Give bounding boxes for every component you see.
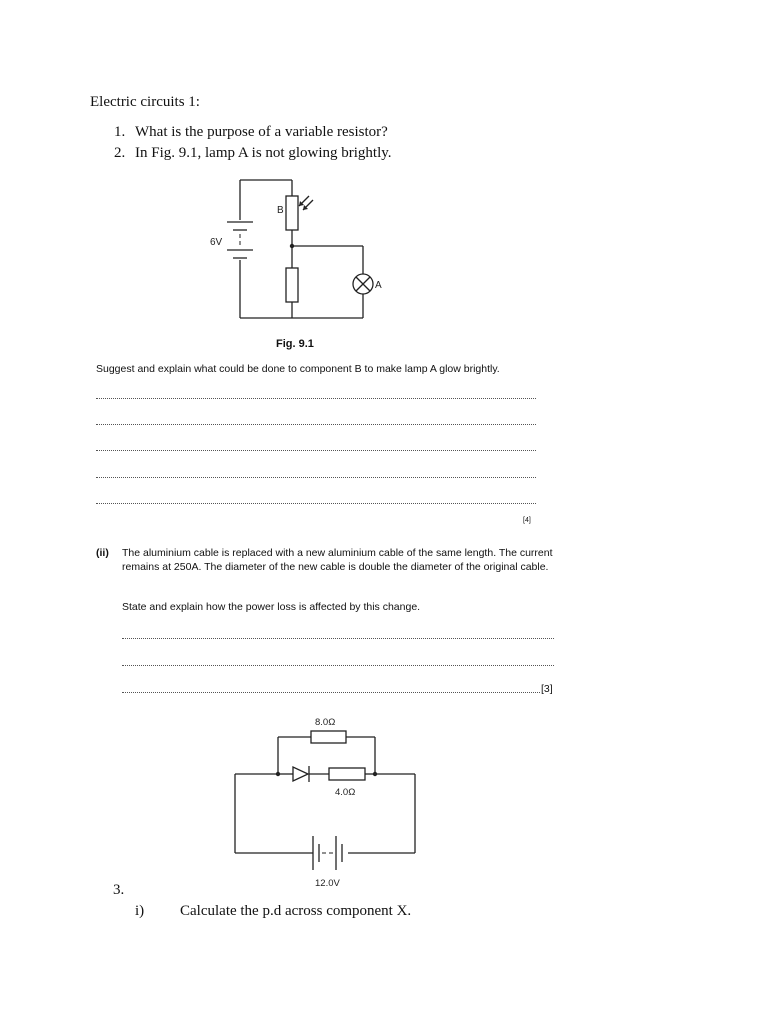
answer-line — [122, 665, 554, 666]
question-2-text: In Fig. 9.1, lamp A is not glowing brightly. — [135, 145, 392, 161]
question-3-sub-text: Calculate the p.d across component X. — [180, 903, 412, 919]
answer-line — [122, 638, 554, 639]
label-resistor-middle: 4.0Ω — [335, 787, 356, 798]
label-lamp-a: A — [375, 280, 382, 291]
question-3-sub-label: i) — [135, 903, 145, 919]
answer-line — [96, 477, 536, 478]
figure-caption: Fig. 9.1 — [276, 338, 314, 350]
page-title: Electric circuits 1: — [90, 94, 200, 110]
question-1-number: 1. — [114, 124, 126, 140]
label-component-b: B — [277, 205, 284, 216]
label-battery-voltage: 12.0V — [315, 878, 340, 889]
part-ii-prompt: State and explain how the power loss is affected by this change. — [122, 601, 421, 613]
part-ii-text: The aluminium cable is replaced with a new aluminium cable of the same length. The current remains at 250A. The diameter of the new cable is double the diameter of the original cable. — [122, 547, 553, 573]
answer-line — [96, 450, 536, 451]
answer-line — [96, 503, 536, 504]
answer-line — [122, 692, 540, 693]
suggest-prompt: Suggest and explain what could be done to component B to make lamp A glow brightly. — [96, 363, 500, 375]
circuit-diagram-fig-9-1 — [195, 172, 395, 332]
question-3-number: 3. — [113, 882, 125, 898]
question-1-text: What is the purpose of a variable resistor? — [135, 124, 388, 140]
question-2-number: 2. — [114, 145, 126, 161]
circuit-diagram-2 — [225, 712, 425, 890]
part-ii-label: (ii) — [96, 547, 109, 559]
label-resistor-top: 8.0Ω — [315, 717, 336, 728]
answer-line — [96, 398, 536, 399]
label-battery-voltage: 6V — [210, 237, 223, 248]
marks-label: [4] — [523, 517, 531, 524]
part-ii-marks: [3] — [541, 683, 553, 695]
answer-line — [96, 424, 536, 425]
